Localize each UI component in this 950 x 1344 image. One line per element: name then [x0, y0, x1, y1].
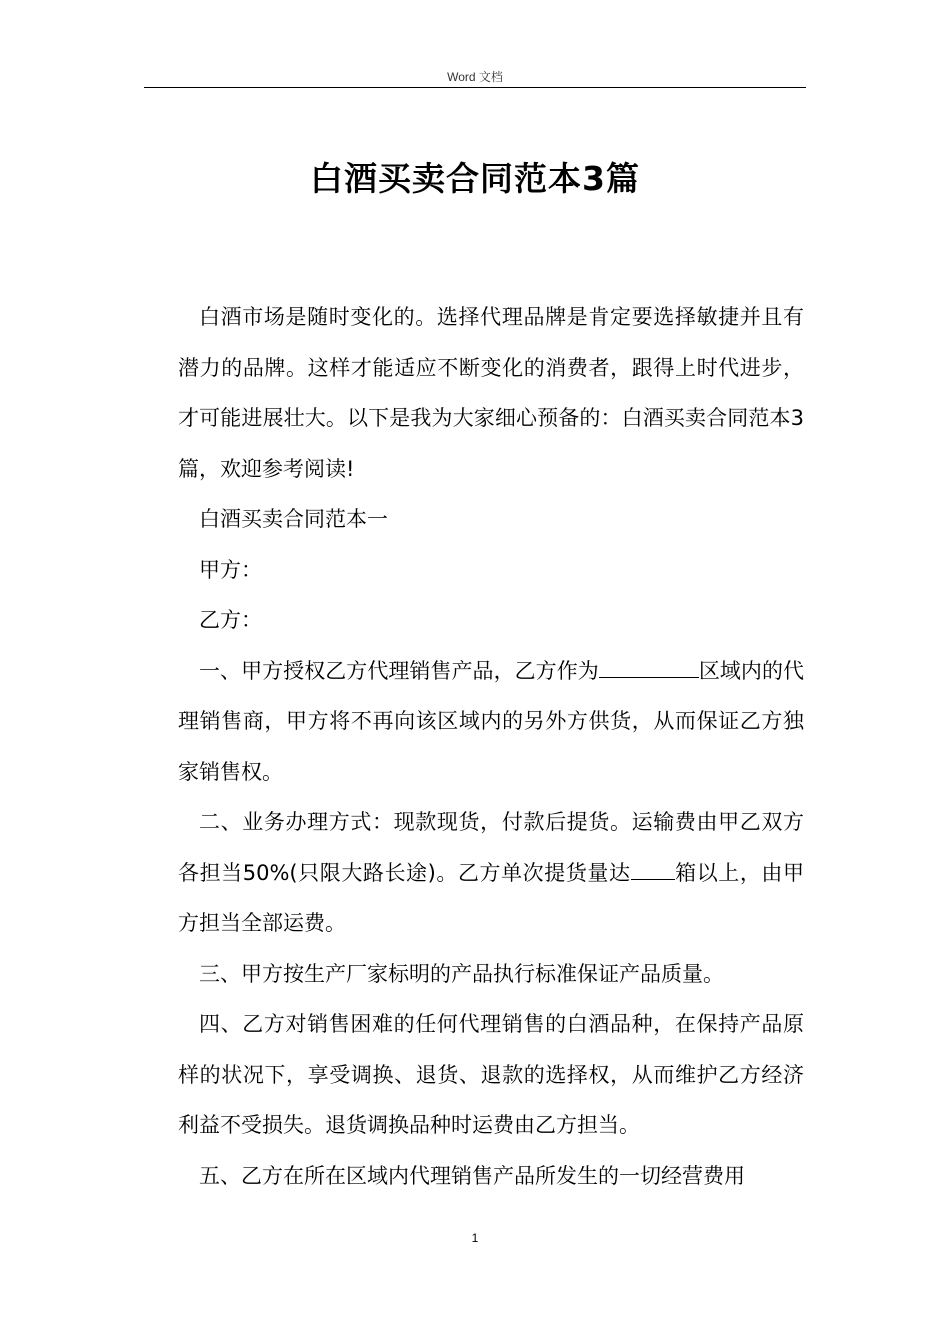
header-divider — [144, 87, 806, 88]
page-number: 1 — [471, 1231, 479, 1245]
clause-1-text-end: 区域内的代理销售商，甲方将不再向该区域内的另外方供货，从而保证乙方独家销售权。 — [178, 658, 805, 784]
party-a-line: 甲方： — [199, 557, 262, 582]
box-count-blank-field — [631, 857, 675, 880]
document-title: 白酒买卖合同范本3篇 — [310, 159, 640, 198]
page-header-label: Word 文档 — [447, 70, 503, 84]
clause-1 — [178, 646, 804, 798]
section-heading: 白酒买卖合同范本一 — [199, 507, 388, 531]
party-b-line: 乙方： — [199, 608, 262, 632]
intro-paragraph: 白酒市场是随时变化的。选择代理品牌是肯定要选择敏捷并且有潜力的品牌。这样才能适应不断变化的消费者，跟得上时代进步，才可能进展壮大。以下是我为大家细心预备的：白酒买卖合同范本3篇，欢迎参考阅读! — [178, 305, 804, 481]
clause-4: 四、乙方对销售困难的任何代理销售的白酒品种，在保持产品原样的状况下，享受调换、退货、退款的选择权，从而维护乙方经济利益不受损失。退货调换品种时运费由乙方担当。 — [178, 1012, 804, 1137]
clause-2-text-start: 二、业务办理方式：现款现货，付款后提货。运输费由甲乙双方各担当50%(只限大路长途)。乙方单次提货量达 — [178, 810, 804, 885]
region-blank-field — [599, 655, 699, 678]
clause-1-text-start: 一、甲方授权乙方代理销售产品，乙方作为 — [199, 658, 599, 683]
clause-2 — [178, 797, 804, 949]
document-body — [178, 292, 804, 1201]
clause-2-text-end: 箱以上，由甲方担当全部运费。 — [178, 860, 805, 935]
clause-5: 五、乙方在所在区域内代理销售产品所发生的一切经营费用 — [199, 1163, 745, 1188]
clause-3: 三、甲方按生产厂家标明的产品执行标准保证产品质量。 — [199, 961, 724, 986]
